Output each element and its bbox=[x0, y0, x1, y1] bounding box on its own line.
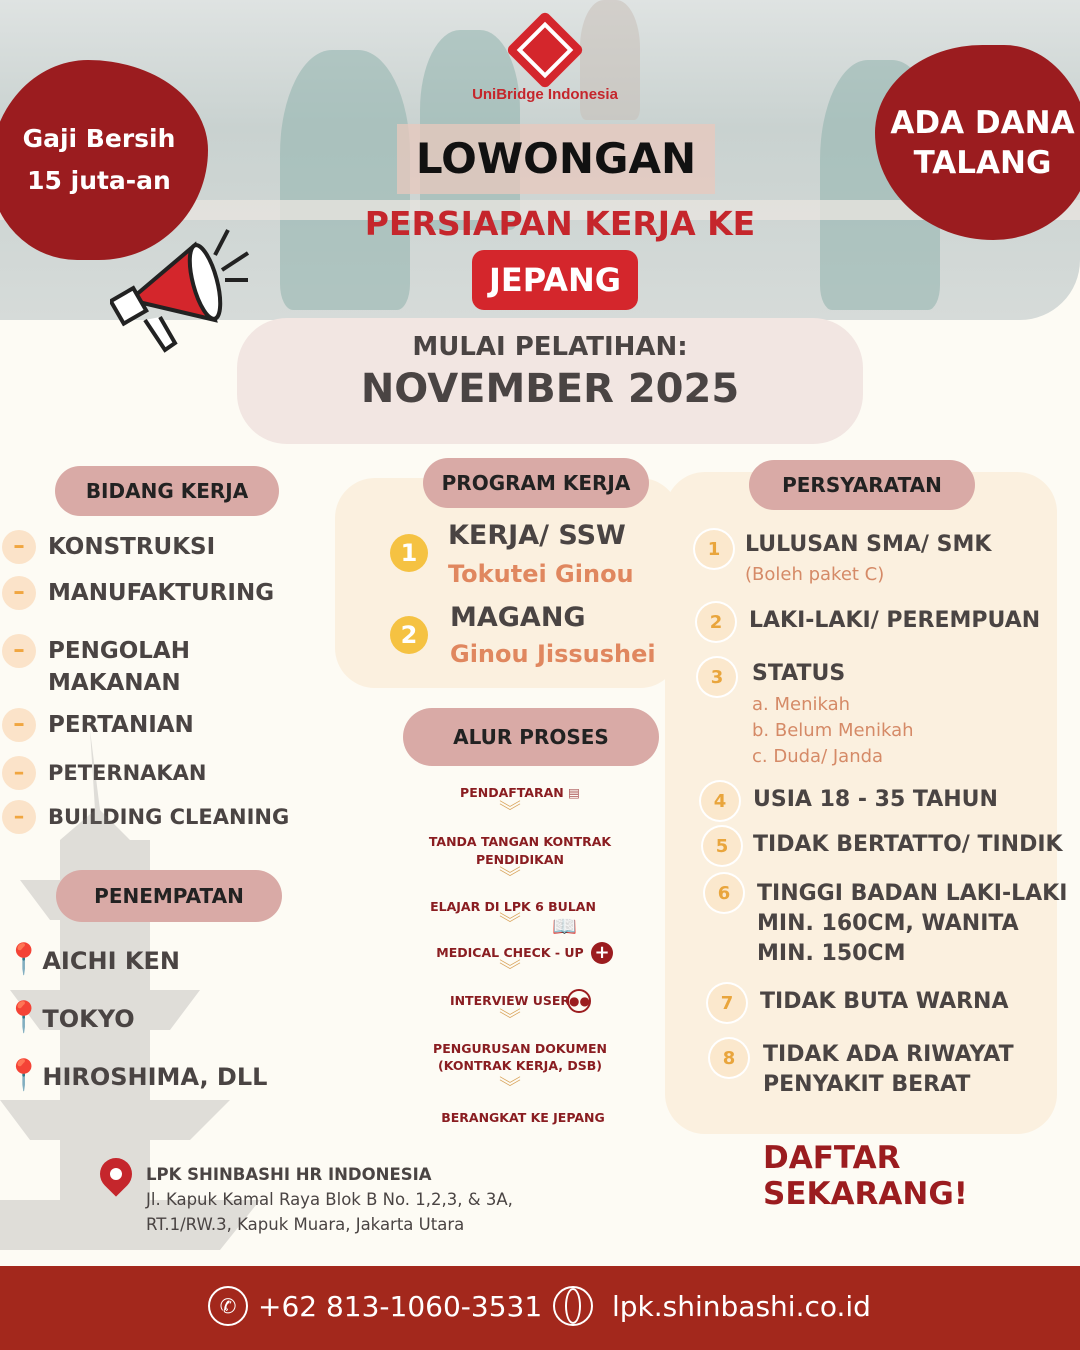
persyaratan-heading: PERSYARATAN bbox=[749, 460, 975, 510]
number-badge: 3 bbox=[698, 658, 736, 696]
flow-step: PENDIDIKAN bbox=[475, 852, 565, 867]
register-now-cta: DAFTAR SEKARANG! bbox=[763, 1140, 968, 1212]
chevron-down-icon: ︾ bbox=[498, 912, 521, 937]
globe-icon bbox=[553, 1286, 593, 1326]
chevron-down-icon: ︾ bbox=[498, 1076, 521, 1101]
dash-icon: – bbox=[2, 756, 36, 790]
salary-badge: Gaji Bersih 15 juta-an bbox=[0, 60, 208, 260]
book-icon: 📖 bbox=[552, 914, 577, 938]
number-badge: 1 bbox=[695, 530, 733, 568]
address: LPK SHINBASHI HR INDONESIA Jl. Kapuk Kamal Raya Blok B No. 1,2,3, & 3A, RT.1/RW.3, Kapuk Muara, Jakarta Utara bbox=[146, 1165, 513, 1234]
dash-icon: – bbox=[2, 800, 36, 834]
list-item: 📍TOKYO bbox=[5, 1000, 135, 1035]
fund-badge: ADA DANA TALANG bbox=[875, 45, 1080, 240]
list-item bbox=[703, 827, 741, 865]
flow-step: PENDAFTARAN ▤ bbox=[460, 785, 580, 800]
list-item bbox=[701, 782, 739, 820]
list-item bbox=[697, 603, 735, 641]
chevron-down-icon: ︾ bbox=[498, 1008, 521, 1033]
flow-step: PENGURUSAN DOKUMEN bbox=[433, 1041, 607, 1056]
penempatan-heading: PENEMPATAN bbox=[56, 870, 282, 922]
list-item: – BUILDING CLEANING bbox=[2, 800, 289, 834]
page-title: LOWONGAN bbox=[397, 124, 715, 194]
flow-step: BERANGKAT KE JEPANG bbox=[441, 1110, 605, 1125]
flow-step: ELAJAR DI LPK 6 BULAN bbox=[430, 899, 596, 914]
map-pin-icon: 📍 bbox=[5, 1000, 43, 1035]
medical-cross-icon: + bbox=[591, 942, 613, 964]
program-kerja-heading: PROGRAM KERJA bbox=[423, 458, 649, 508]
list-item: 📍HIROSHIMA, DLL bbox=[5, 1058, 268, 1093]
number-badge: 6 bbox=[705, 874, 743, 912]
chevron-down-icon: ︾ bbox=[498, 866, 521, 891]
country-badge: JEPANG bbox=[472, 250, 638, 310]
flow-step: INTERVIEW USER bbox=[449, 993, 571, 1008]
number-badge: 2 bbox=[390, 616, 428, 654]
map-pin-icon: 📍 bbox=[5, 942, 43, 977]
logo-mark-icon bbox=[505, 10, 584, 89]
list-item: – MANUFAKTURING bbox=[2, 576, 274, 610]
list-item: – PETERNAKAN bbox=[2, 756, 207, 790]
footer-bar bbox=[0, 1266, 1080, 1350]
flow-step: TANDA TANGAN KONTRAK bbox=[428, 834, 612, 849]
group-users-icon: ●● bbox=[567, 989, 591, 1013]
dash-icon: – bbox=[2, 634, 36, 668]
list-item: – PERTANIAN bbox=[2, 708, 194, 742]
list-item bbox=[708, 984, 746, 1022]
number-badge: 1 bbox=[390, 534, 428, 572]
dash-icon: – bbox=[2, 530, 36, 564]
list-item bbox=[705, 874, 743, 912]
alur-proses-heading: ALUR PROSES bbox=[403, 708, 659, 766]
document-icon: ▤ bbox=[568, 785, 580, 800]
dash-icon: – bbox=[2, 708, 36, 742]
flow-step: MEDICAL CHECK - UP bbox=[436, 945, 584, 960]
list-item: – PENGOLAH bbox=[2, 634, 190, 668]
whatsapp-icon: ✆ bbox=[208, 1286, 248, 1326]
chevron-down-icon: ︾ bbox=[498, 959, 521, 984]
logo: UniBridge Indonesia bbox=[470, 22, 620, 103]
number-badge: 5 bbox=[703, 827, 741, 865]
list-item: 📍AICHI KEN bbox=[5, 942, 180, 977]
map-pin-icon: 📍 bbox=[5, 1058, 43, 1093]
bidang-kerja-heading: BIDANG KERJA bbox=[55, 466, 279, 516]
chevron-down-icon: ︾ bbox=[498, 800, 521, 825]
start-date-box: MULAI PELATIHAN: NOVEMBER 2025 bbox=[237, 318, 863, 444]
number-badge: 2 bbox=[697, 603, 735, 641]
phone-number[interactable]: +62 813-1060-3531 bbox=[258, 1290, 543, 1323]
flow-step: (KONTRAK KERJA, DSB) bbox=[438, 1058, 602, 1073]
subtitle: PERSIAPAN KERJA KE bbox=[364, 204, 756, 243]
megaphone-icon bbox=[110, 225, 250, 355]
number-badge: 4 bbox=[701, 782, 739, 820]
list-item bbox=[698, 658, 736, 696]
list-item: – KONSTRUKSI bbox=[2, 530, 215, 564]
dash-icon: – bbox=[2, 576, 36, 610]
list-item bbox=[710, 1039, 748, 1077]
list-item: MAKANAN bbox=[48, 670, 181, 696]
website-link[interactable]: lpk.shinbashi.co.id bbox=[612, 1290, 871, 1323]
list-item bbox=[695, 530, 733, 568]
number-badge: 8 bbox=[710, 1039, 748, 1077]
number-badge: 7 bbox=[708, 984, 746, 1022]
